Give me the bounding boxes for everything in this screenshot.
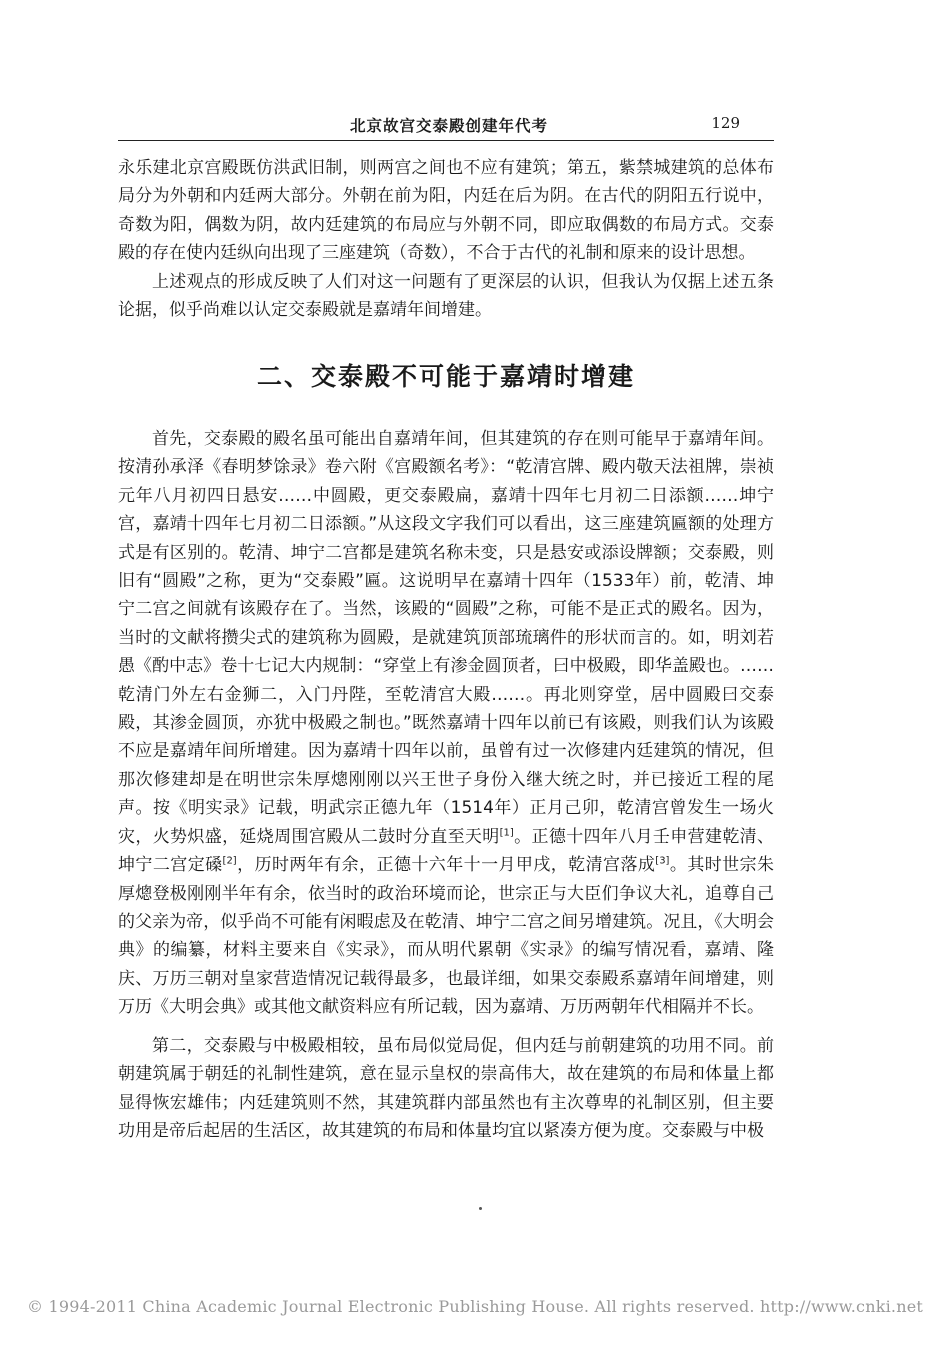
citation-ref-2: [2] xyxy=(222,855,237,867)
paragraph-first-argument xyxy=(118,425,774,1022)
paragraph-text-part4: 。其时世宗朱厚熜登极刚刚半年有余，依当时的政治环境而论，世宗正与大臣们争议大礼，追尊自己的父亲为帝，似乎尚不可能有闲暇虑及在乾清、坤宁二宫之间另增建筑。况且，《大明会典》的编纂，材料主要来自《实录》，而从明代累朝《实录》的编写情况看，嘉靖、隆庆、万历三朝对皇家营造情况记载得最多，也最详细，如果交泰殿系嘉靖年间增建，则万历《大明会典》或其他文献资料应有所记载，因为嘉靖、万历两朝年代相隔并不长。 xyxy=(118,855,775,1018)
page-number: 129 xyxy=(711,114,740,132)
scan-dot xyxy=(479,1207,482,1210)
citation-ref-3: [3] xyxy=(655,855,670,867)
paragraph-second-argument: 第二，交泰殿与中极殿相较，虽布局似觉局促，但内廷与前朝建筑的功用不同。前朝建筑属于朝廷的礼制性建筑，意在显示皇权的崇高伟大，故在建筑的布局和体量上都显得恢宏雄伟；内廷建筑则不然，其建筑群内部虽然也有主次尊卑的礼制区别，但主要功用是帝后起居的生活区，故其建筑的布局和体量均宜以紧凑方便为度。交泰殿与中极 xyxy=(118,1036,774,1142)
running-title: 北京故宫交泰殿创建年代考 xyxy=(350,117,549,135)
citation-ref-1: [1] xyxy=(499,827,514,839)
section-heading: 二、交泰殿不可能于嘉靖时增建 xyxy=(256,362,635,391)
paragraph-text-part1: 首先，交泰殿的殿名虽可能出自嘉靖年间，但其建筑的存在则可能早于嘉靖年间。按清孙承泽《春明梦馀录》卷六附《宫殿额名考》：“乾清宫牌、殿内敬天法祖牌，崇祯元年八月初四日悬安……中圆殿，更交泰殿扁，嘉靖十四年七月初二日添额……坤宁宫，嘉靖十四年七月初二日添额。”从这段文字我们可以看出，这三座建筑匾额的处理方式是有区别的。乾清、坤宁二宫都是建筑名称未变，只是悬安或添设牌额；交泰殿，则旧有“圆殿”之称，更为“交泰殿”匾。这说明早在嘉靖十四年（1533年）前，乾清、坤宁二宫之间就有该殿存在了。当然，该殿的“圆殿”之称，可能不是正式的殿名。因为，当时的文献将攒尖式的建筑称为圆殿，是就建筑顶部琉璃件的形状而言的。如，明刘若愚《酌中志》卷十七记大内规制：“穿堂上有渗金圆顶者，曰中极殿，即华盖殿也。……乾清门外左右金狮二，入门丹陛，至乾清宫大殿……。再北则穿堂，居中圆殿曰交泰殿，其渗金圆顶，亦犹中极殿之制也。”既然嘉靖十四年以前已有该殿，则我们认为该殿不应是嘉靖年间所增建。因为嘉靖十四年以前，虽曾有过一次修建内廷建筑的情况，但那次修建却是在明世宗朱厚熜刚刚以兴王世子身份入继大统之时，并已接近工程的尾声。按《明实录》记载，明武宗正德九年（1514年）正月己卯，乾清宫曾发生一场火灾，火势炽盛，延烧周围宫殿从二鼓时分直至天明 xyxy=(118,429,774,847)
running-header xyxy=(118,110,774,141)
paragraph-continuation: 永乐建北京宫殿既仿洪武旧制，则两宫之间也不应有建筑；第五，紫禁城建筑的总体布局分为外朝和内廷两大部分。外朝在前为阳，内廷在后为阴。在古代的阴阳五行说中，奇数为阳，偶数为阴，故内廷建筑的布局应与外朝不同，即应取偶数的布局方式。交泰殿的存在使内廷纵向出现了三座建筑（奇数），不合于古代的礼制和原来的设计思想。 xyxy=(118,158,774,264)
paragraph-text-part2: 。正德十四年八月壬申营建乾清、坤宁二宫定磉 xyxy=(118,826,775,876)
paragraph-text-part3: ，历时两年有余，正德十六年十一月甲戌，乾清宫落成 xyxy=(236,855,656,876)
copyright-footer: © 1994-2011 China Academic Journal Electronic Publishing House. All rights reserved. http://www.cnki.net xyxy=(26,1297,924,1316)
paragraph-summary: 上述观点的形成反映了人们对这一问题有了更深层的认识，但我认为仅据上述五条论据，似乎尚难以认定交泰殿就是嘉靖年间增建。 xyxy=(118,272,774,321)
